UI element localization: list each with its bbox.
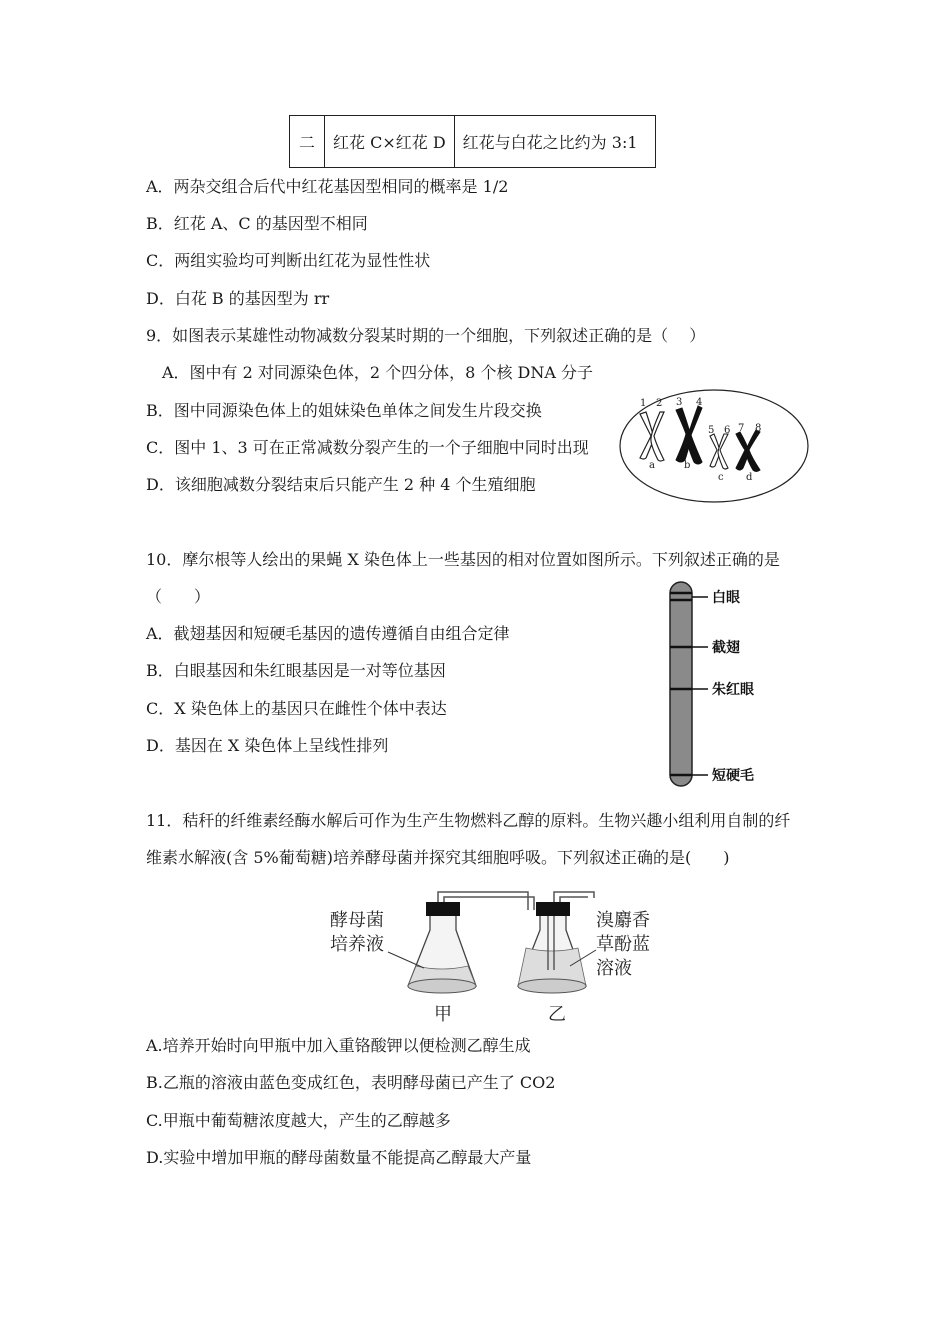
flask-label-jia: 甲 (434, 1004, 452, 1025)
q9-option-c: C．图中 1、3 可在正常减数分裂产生的一个子细胞中同时出现 (146, 438, 589, 457)
q8-option-d: D．白花 B 的基因型为 rr (146, 289, 330, 308)
q9-option-a: A．图中有 2 对同源染色体，2 个四分体，8 个核 DNA 分子 (162, 363, 593, 382)
meiosis-cell-figure (618, 388, 810, 504)
chromosome-number-2: 2 (656, 398, 663, 409)
pair-label-d: d (746, 472, 753, 483)
q11-option-d: D.实验中增加甲瓶的酵母菌数量不能提高乙醇最大产量 (146, 1148, 532, 1167)
yeast-culture-label-2: 培养液 (330, 934, 384, 955)
q11-option-b: B.乙瓶的溶液由蓝色变成红色，表明酵母菌已产生了 CO2 (146, 1073, 556, 1092)
chromosome-number-8: 8 (755, 423, 762, 434)
indicator-label-1: 溴麝香 (596, 910, 650, 931)
q10-option-a: A．截翅基因和短硬毛基因的遗传遵循自由组合定律 (146, 624, 510, 643)
x-chromosome (670, 582, 692, 786)
q11-option-a: A.培养开始时向甲瓶中加入重铬酸钾以便检测乙醇生成 (146, 1036, 531, 1055)
q8-option-b: B．红花 A、C 的基因型不相同 (146, 214, 368, 233)
q10-stem: 10．摩尔根等人绘出的果蝇 X 染色体上一些基因的相对位置如图所示。下列叙述正确的是 (146, 550, 780, 569)
pair-label-a: a (649, 460, 655, 471)
flask-jia (408, 902, 476, 993)
cross-table (289, 115, 656, 168)
flask-yi (518, 902, 586, 993)
chromosome-2 (651, 412, 664, 461)
gene-label-vermilion-eye: 朱红眼 (712, 682, 754, 698)
group-cell: 二 (290, 116, 325, 168)
q8-option-c: C．两组实验均可判断出红花为显性性状 (146, 251, 431, 270)
chromosome-number-4: 4 (696, 397, 703, 408)
yeast-culture-label-1: 酵母菌 (330, 910, 384, 931)
chromosome-number-3: 3 (676, 397, 683, 408)
gene-label-short-bristle: 短硬毛 (712, 768, 754, 784)
gene-label-white-eye: 白眼 (712, 590, 740, 606)
chromosome-8 (746, 430, 760, 472)
q11-option-c: C.甲瓶中葡萄糖浓度越大，产生的乙醇越多 (146, 1111, 451, 1130)
q11-stem-line2: 维素水解液(含 5%葡萄糖)培养酵母菌并探究其细胞呼吸。下列叙述正确的是( ) (146, 848, 730, 867)
chromosome-6 (718, 434, 728, 469)
q10-option-b: B．白眼基因和朱红眼基因是一对等位基因 (146, 661, 446, 680)
pair-label-b: b (684, 460, 691, 471)
q9-option-d: D．该细胞减数分裂结束后只能产生 2 种 4 个生殖细胞 (146, 475, 536, 494)
flask-label-yi: 乙 (548, 1004, 566, 1025)
indicator-label-3: 溶液 (596, 958, 632, 979)
q9-option-b: B．图中同源染色体上的姐妹染色单体之间发生片段交换 (146, 401, 542, 420)
q10-option-c: C．X 染色体上的基因只在雌性个体中表达 (146, 699, 447, 718)
q9-stem: 9．如图表示某雄性动物减数分裂某时期的一个细胞，下列叙述正确的是（ ） (146, 326, 706, 345)
cross-cell: 红花 C×红花 D (325, 116, 455, 168)
q10-paren: （ ） (146, 587, 211, 606)
pair-label-c: c (718, 472, 724, 483)
fermentation-apparatus-figure (326, 886, 666, 1026)
chromosome-number-5: 5 (708, 425, 715, 436)
chromosome-number-1: 1 (640, 398, 647, 409)
chromosome-number-7: 7 (738, 423, 745, 434)
indicator-label-2: 草酚蓝 (596, 934, 650, 955)
x-chromosome-figure (664, 580, 780, 790)
chromosome-4 (688, 406, 702, 464)
table-row (290, 116, 656, 168)
q11-stem-line1: 11．秸秆的纤维素经酶水解后可作为生产生物燃料乙醇的原料。生物兴趣小组利用自制的纤 (146, 811, 791, 830)
result-cell: 红花与白花之比约为 3:1 (454, 116, 655, 168)
q8-option-a: A．两杂交组合后代中红花基因型相同的概率是 1/2 (146, 177, 509, 196)
gene-label-truncated-wing: 截翅 (712, 640, 740, 656)
chromosome-number-6: 6 (724, 425, 731, 436)
q10-option-d: D．基因在 X 染色体上呈线性排列 (146, 736, 389, 755)
